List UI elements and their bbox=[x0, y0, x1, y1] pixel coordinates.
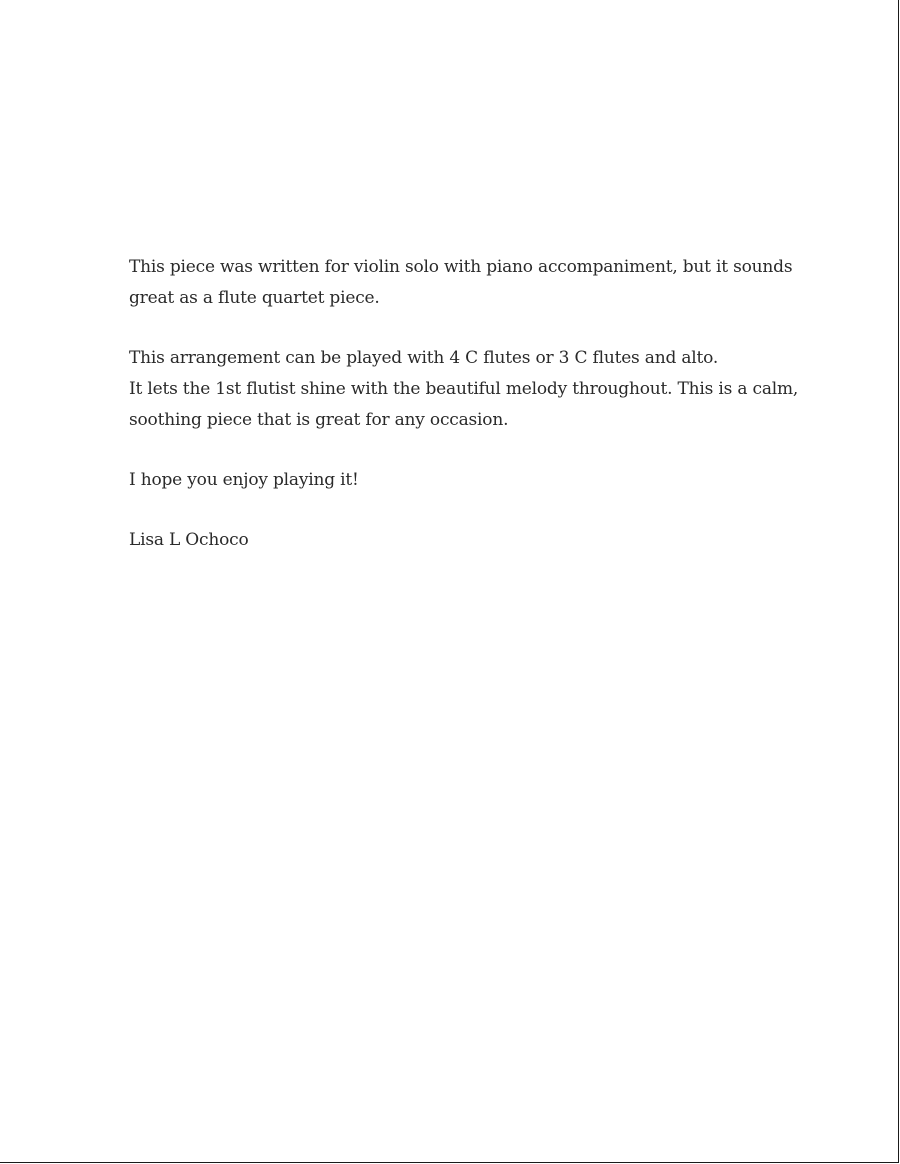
intro-paragraph bbox=[129, 252, 793, 314]
closing-paragraph bbox=[129, 465, 789, 496]
signature bbox=[129, 525, 789, 556]
signature-name: Lisa L Ochoco bbox=[129, 530, 249, 550]
paragraph-line: This piece was written for violin solo with piano accompaniment, but it sounds bbox=[129, 257, 793, 277]
paragraph-line: soothing piece that is great for any occasion. bbox=[129, 410, 509, 430]
paragraph-line: I hope you enjoy playing it! bbox=[129, 470, 359, 490]
paragraph-line: great as a flute quartet piece. bbox=[129, 288, 380, 308]
paragraph-line: This arrangement can be played with 4 C flutes or 3 C flutes and alto. bbox=[129, 348, 719, 368]
page-body bbox=[129, 252, 799, 585]
paragraph-line: It lets the 1st flutist shine with the beautiful melody throughout. This is a calm, bbox=[129, 379, 799, 399]
arrangement-paragraph bbox=[129, 343, 799, 436]
